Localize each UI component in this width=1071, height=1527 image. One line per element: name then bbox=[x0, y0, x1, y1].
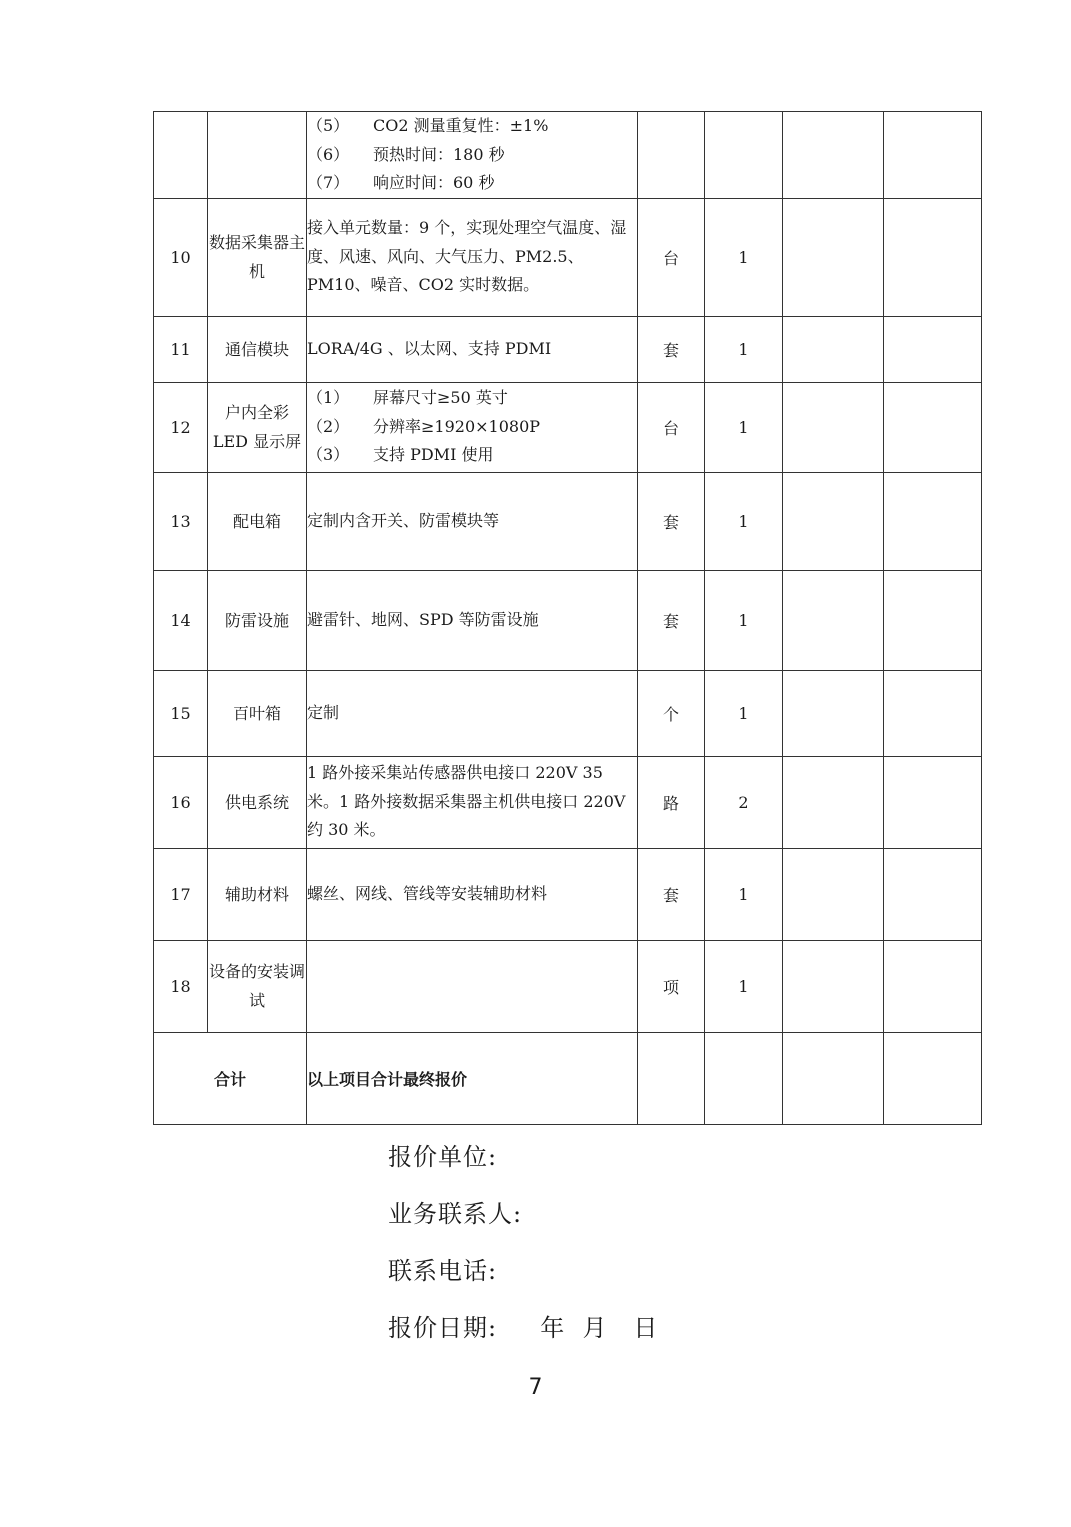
item-unit-price bbox=[783, 382, 884, 472]
item-unit: 套 bbox=[638, 472, 705, 570]
spec-line: （5） CO2 测量重复性：±1% bbox=[307, 116, 549, 135]
total-text: 以上项目合计最终报价 bbox=[307, 1032, 638, 1124]
item-unit: 套 bbox=[638, 316, 705, 382]
item-total-price bbox=[884, 570, 982, 670]
item-unit: 套 bbox=[638, 570, 705, 670]
table-row bbox=[154, 670, 982, 756]
item-unit: 路 bbox=[638, 756, 705, 848]
quotation-table bbox=[153, 111, 982, 1125]
item-spec bbox=[307, 382, 638, 472]
item-spec: 接入单元数量：9 个，实现处理空气温度、湿度、风速、风向、大气压力、PM2.5、PM10、噪音、CO2 实时数据。 bbox=[307, 198, 638, 316]
total-row bbox=[154, 1032, 982, 1124]
item-qty bbox=[705, 112, 783, 199]
row-index bbox=[154, 112, 208, 199]
item-total-price bbox=[884, 940, 982, 1032]
item-spec bbox=[307, 112, 638, 199]
table-row bbox=[154, 848, 982, 940]
contact-person-label: 业务联系人: bbox=[388, 1200, 523, 1228]
item-unit-price bbox=[783, 756, 884, 848]
item-name: 防雷设施 bbox=[208, 570, 307, 670]
row-index: 18 bbox=[154, 940, 208, 1032]
item-qty: 1 bbox=[705, 472, 783, 570]
item-spec: 1 路外接采集站传感器供电接口 220V 35 米。1 路外接数据采集器主机供电接口 220V 约 30 米。 bbox=[307, 756, 638, 848]
item-qty: 1 bbox=[705, 848, 783, 940]
item-qty: 1 bbox=[705, 198, 783, 316]
item-name: 户内全彩LED 显示屏 bbox=[208, 382, 307, 472]
item-total-price bbox=[884, 112, 982, 199]
item-total-price bbox=[884, 848, 982, 940]
item-name bbox=[208, 112, 307, 199]
row-index: 10 bbox=[154, 198, 208, 316]
row-index: 15 bbox=[154, 670, 208, 756]
item-spec: 定制内含开关、防雷模块等 bbox=[307, 472, 638, 570]
item-qty: 1 bbox=[705, 940, 783, 1032]
row-index: 17 bbox=[154, 848, 208, 940]
item-spec: 定制 bbox=[307, 670, 638, 756]
item-spec: 螺丝、网线、管线等安装辅助材料 bbox=[307, 848, 638, 940]
item-unit-price bbox=[783, 316, 884, 382]
item-total-price bbox=[884, 316, 982, 382]
item-name: 通信模块 bbox=[208, 316, 307, 382]
item-unit bbox=[638, 112, 705, 199]
item-spec: 避雷针、地网、SPD 等防雷设施 bbox=[307, 570, 638, 670]
item-unit: 台 bbox=[638, 382, 705, 472]
total-unit bbox=[638, 1032, 705, 1124]
item-total-price bbox=[884, 382, 982, 472]
row-index: 16 bbox=[154, 756, 208, 848]
table-row bbox=[154, 198, 982, 316]
table-row bbox=[154, 940, 982, 1032]
item-name: 辅助材料 bbox=[208, 848, 307, 940]
row-index: 12 bbox=[154, 382, 208, 472]
spec-line: （2） 分辨率≥1920×1080P bbox=[307, 416, 541, 436]
item-unit-price bbox=[783, 570, 884, 670]
item-unit-price bbox=[783, 112, 884, 199]
item-unit-price bbox=[783, 848, 884, 940]
item-name: 设备的安装调试 bbox=[208, 940, 307, 1032]
table-row bbox=[154, 756, 982, 848]
item-unit-price bbox=[783, 472, 884, 570]
item-spec bbox=[307, 940, 638, 1032]
item-total-price bbox=[884, 670, 982, 756]
table-row bbox=[154, 316, 982, 382]
spec-line: （6） 预热时间：180 秒 bbox=[307, 144, 505, 164]
item-unit-price bbox=[783, 940, 884, 1032]
table-row bbox=[154, 382, 982, 472]
item-name: 数据采集器主机 bbox=[208, 198, 307, 316]
item-unit: 个 bbox=[638, 670, 705, 756]
total-unit-price bbox=[783, 1032, 884, 1124]
item-qty: 2 bbox=[705, 756, 783, 848]
phone-label: 联系电话: bbox=[388, 1257, 498, 1285]
item-qty: 1 bbox=[705, 570, 783, 670]
row-index: 13 bbox=[154, 472, 208, 570]
item-total-price bbox=[884, 198, 982, 316]
item-total-price bbox=[884, 472, 982, 570]
item-total-price bbox=[884, 756, 982, 848]
item-qty: 1 bbox=[705, 382, 783, 472]
row-index: 11 bbox=[154, 316, 208, 382]
item-unit: 台 bbox=[638, 198, 705, 316]
item-qty: 1 bbox=[705, 316, 783, 382]
total-label: 合计 bbox=[154, 1032, 307, 1124]
spec-line: （7） 响应时间：60 秒 bbox=[307, 173, 495, 192]
item-spec: LORA/4G 、以太网、支持 PDMI bbox=[307, 316, 638, 382]
item-name: 百叶箱 bbox=[208, 670, 307, 756]
item-name: 配电箱 bbox=[208, 472, 307, 570]
item-unit-price bbox=[783, 198, 884, 316]
spec-line: （3） 支持 PDMI 使用 bbox=[307, 445, 494, 465]
item-unit: 套 bbox=[638, 848, 705, 940]
item-unit: 项 bbox=[638, 940, 705, 1032]
total-amount bbox=[884, 1032, 982, 1124]
item-name: 供电系统 bbox=[208, 756, 307, 848]
spec-line: （1） 屏幕尺寸≥50 英寸 bbox=[307, 388, 508, 408]
table-row bbox=[154, 570, 982, 670]
item-qty: 1 bbox=[705, 670, 783, 756]
quote-unit-label: 报价单位: bbox=[388, 1143, 498, 1171]
total-qty bbox=[705, 1032, 783, 1124]
table-row bbox=[154, 112, 982, 199]
page-number: 7 bbox=[528, 1375, 543, 1400]
quote-date-label: 报价日期: 年 月 日 bbox=[388, 1314, 659, 1342]
table-row bbox=[154, 472, 982, 570]
item-unit-price bbox=[783, 670, 884, 756]
row-index: 14 bbox=[154, 570, 208, 670]
